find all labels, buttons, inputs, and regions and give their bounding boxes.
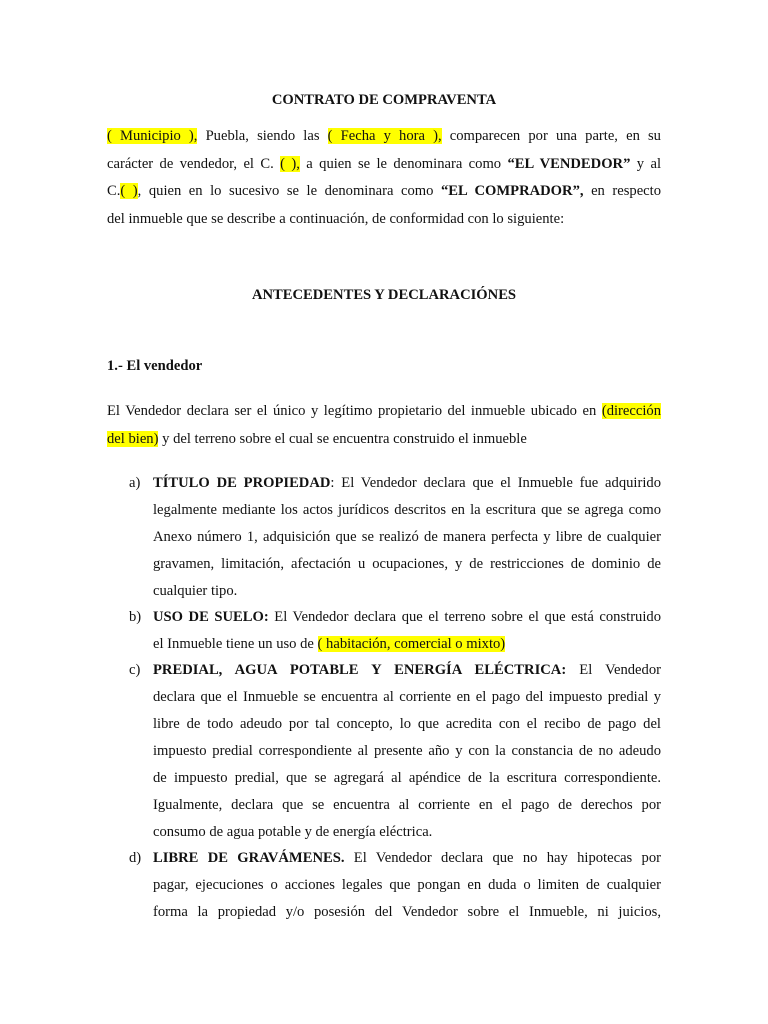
item-label: TÍTULO DE PROPIEDAD <box>153 475 331 491</box>
list-marker: c) <box>129 662 141 678</box>
document-page: CONTRATO DE COMPRAVENTA ( Municipio ), Puebla, siendo las ( Fecha y hora ), comparecen por una parte, en su carácter de vendedor, el C. ( ), a quien se le denominara como “EL VENDEDOR” y al C.( ), quien en lo sucesivo se le denominara como “EL COMPRADOR”, en respecto del inmueble que se describe a continuación, de conformidad con lo siguiente: ANTECEDENTES Y DECLARACIÓNES 1.- El vendedor El Vendedor declara ser el único y legítimo propietario del inmueble ubicado en (dirección del bien) y del terreno sobre el cual se encuentra construido el inmueble a) TÍTULO DE PROPIEDAD: El Vendedor declara que el Inmueble fue adquirido legalmente mediante los actos jurídicos descritos en la escritura que se agrega como Anexo número 1, adquisición que se realizó de manera perfecta y libre de cualquier gravamen, limitación, afectación u ocupaciones, y de restricciones de dominio de cualquier tipo. b) USO DE SUELO: El Vendedor declara que el terreno sobre el que está construido el Inmueble tiene un uso de ( habitación, comercial o mixto) c) PREDIAL, AGUA POTABLE Y ENERGÍA ELÉCTRICA: El Vendedor declara que el Inmueble se encuentra al corriente en el pago del impuesto predial y libre de todo adeudo por tal concepto, lo que acredita con el recibo de pago del impuesto predial correspondiente al presente año y con la constancia de no adeudo de impuesto predial, que se agregará al apéndice de la escritura correspondiente. Igualmente, declara que se encuentra al corriente en el pago de derechos por consumo de agua potable y de energía eléctrica. d) LIBRE DE GRAVÁMENES. El Vendedor declara que no hay hipotecas por pagar, ejecuciones o acciones legales que pongan en duda o limiten de cualquier forma la propiedad y/o posesión del Vendedor sobre el Inmueble, ni juicios, <box>0 0 768 1024</box>
direccion-placeholder-2: del bien) <box>107 430 159 447</box>
vendedor-name-placeholder: ( ), <box>280 155 300 172</box>
uso-placeholder: ( habitación, comercial o mixto) <box>317 636 506 652</box>
item-label: PREDIAL, AGUA POTABLE Y ENERGÍA ELÉCTRICA: <box>153 662 567 678</box>
comprador-name-placeholder: ( ) <box>120 183 138 199</box>
heading-vendedor: 1.- El vendedor <box>107 358 203 374</box>
intro-line-4: del inmueble que se describe a continuación, de conformidad con lo siguiente: <box>107 210 565 227</box>
intro-line-2: carácter de vendedor, el C. ( ), a quien se le denominara como “EL VENDEDOR” y al <box>107 155 662 172</box>
item-label: USO DE SUELO: <box>153 609 269 625</box>
direccion-placeholder-1: (dirección <box>601 403 661 419</box>
list-marker: b) <box>129 609 142 625</box>
intro-line-1: ( Municipio ), Puebla, siendo las ( Fecha y hora ), comparecen por una parte, en su <box>107 128 661 144</box>
intro-paragraph <box>107 123 661 233</box>
fecha-placeholder: ( Fecha y hora ), <box>327 128 442 144</box>
document-title: CONTRATO DE COMPRAVENTA <box>271 92 497 108</box>
vendor-paragraph <box>107 398 661 453</box>
section-title: ANTECEDENTES Y DECLARACIÓNES <box>251 287 517 303</box>
municipio-placeholder: ( Municipio ), <box>107 128 198 144</box>
vendedor-term: “EL VENDEDOR” <box>507 155 631 172</box>
vendor-line-2: del bien) y del terreno sobre el cual se encuentra construido el inmueble <box>107 430 527 447</box>
comprador-term: “EL COMPRADOR”, <box>440 183 584 199</box>
item-label: LIBRE DE GRAVÁMENES. <box>153 850 345 866</box>
intro-line-3: C.( ), quien en lo sucesivo se le denominara como “EL COMPRADOR”, en respecto <box>107 183 662 199</box>
vendor-line-1: El Vendedor declara ser el único y legítimo propietario del inmueble ubicado en (dirección <box>107 403 661 419</box>
list-marker: d) <box>129 850 142 866</box>
list-marker: a) <box>129 475 141 491</box>
